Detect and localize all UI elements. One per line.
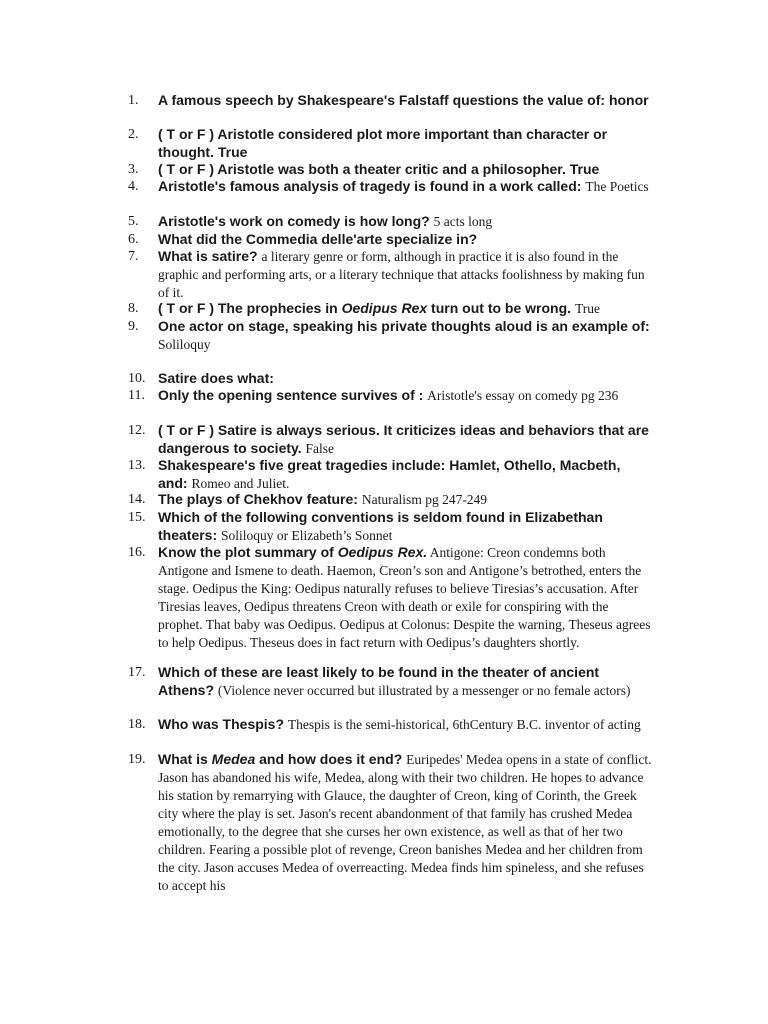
question-text: Oedipus Rex: [341, 300, 428, 316]
list-item-number: 14.: [128, 492, 146, 507]
list-item-text: [158, 318, 653, 354]
question-text: Which of the following conventions is seldom found in Elizabethan theaters:: [158, 509, 603, 543]
list-item-number: 17.: [128, 665, 146, 680]
answer-text: True: [574, 301, 600, 316]
list-item-number: 11.: [128, 388, 145, 403]
list-item-number: 10.: [128, 371, 146, 386]
list-item-number: 3.: [128, 162, 139, 177]
list-item-number: 2.: [128, 127, 139, 142]
list-item-number: 15.: [128, 510, 146, 525]
list-item-text: [158, 422, 653, 458]
question-text: Know the plot summary of: [158, 544, 338, 560]
list-item-text: [158, 161, 653, 179]
answer-text: The Poetics: [585, 179, 649, 194]
answer-text: Romeo and Juliet.: [191, 476, 290, 491]
question-text: Shakespeare's five great tragedies include: Hamlet, Othello, Macbeth, and:: [158, 457, 621, 491]
answer-text: Antigone: Creon condemns both Antigone and Ismene to death. Haemon, Creon’s son and Antigone’s betrothed, enters the stage. Oedipus the King: Oedipus naturally refuses to believe Tiresias’s accusation. After Tiresias leaves, Oedipus threatens Creon with death or exile for conspiring with the prophet. That baby was Oedipus. Oedipus at Colonus: Despite the warning, Theseus agrees to help Oedipus. Theseus does in fact return with Oedipus’s daughters shortly.: [158, 545, 651, 650]
question-text: ( T or F ) Aristotle was both a theater critic and a philosopher. True: [158, 161, 600, 177]
list-item-text: [158, 126, 653, 162]
answer-text: Soliloquy: [158, 337, 211, 352]
list-item-text: [158, 92, 653, 110]
answer-text: a literary genre or form, although in practice it is also found in the graphic and performing arts, or a literary technique that attacks foolishness by making fun of it.: [158, 249, 645, 300]
list-item-text: [158, 300, 653, 318]
list-item-number: 6.: [128, 232, 139, 247]
question-text: What is: [158, 751, 212, 767]
list-item-number: 12.: [128, 423, 146, 438]
question-text: Oedipus Rex.: [337, 544, 428, 560]
answer-text: False: [305, 441, 335, 456]
question-text: Aristotle's work on comedy is how long?: [158, 213, 434, 229]
list-item-text: [158, 751, 653, 895]
answer-text: Thespis is the semi-historical, 6thCentury B.C. inventor of acting: [287, 717, 641, 732]
list-item-text: [158, 544, 653, 652]
question-text: ( T or F ) Aristotle considered plot more important than character or thought. True: [158, 126, 608, 160]
list-item-number: 7.: [128, 249, 139, 264]
list-item-text: [158, 716, 653, 734]
list-item-number: 18.: [128, 717, 146, 732]
list-item-text: [158, 457, 653, 493]
list-item-number: 5.: [128, 214, 139, 229]
question-text: One actor on stage, speaking his private thoughts aloud is an example of:: [158, 318, 650, 334]
question-text: ( T or F ) The prophecies in: [158, 300, 342, 316]
question-text: A famous speech by Shakespeare's Falstaff questions the value of: honor: [158, 92, 649, 108]
answer-text: (Violence never occurred but illustrated by a messenger or no female actors): [217, 683, 631, 698]
question-text: Aristotle's famous analysis of tragedy is found in a work called:: [158, 178, 586, 194]
question-text: What did the Commedia delle'arte specialize in?: [158, 231, 478, 247]
list-item-number: 1.: [128, 93, 139, 108]
answer-text: Soliloquy or Elizabeth’s Sonnet: [221, 528, 393, 543]
question-text: The plays of Chekhov feature:: [158, 491, 362, 507]
list-item-text: [158, 178, 653, 196]
answer-text: Aristotle's essay on comedy pg 236: [427, 388, 619, 403]
question-text: Medea: [211, 751, 256, 767]
list-item-text: [158, 387, 653, 405]
answer-text: Naturalism pg 247-249: [361, 492, 488, 507]
list-item-text: [158, 509, 653, 545]
question-text: Which of these are least likely to be found in the theater of ancient Athens?: [158, 664, 600, 698]
list-item-number: 19.: [128, 752, 146, 767]
list-item-number: 4.: [128, 179, 139, 194]
question-text: Only the opening sentence survives of :: [158, 387, 428, 403]
answer-text: Euripedes' Medea opens in a state of conflict. Jason has abandoned his wife, Medea, along with their two children. He hopes to advance his station by remarrying with Glauce, the daughter of Creon, king of Corinth, the Greek city where the play is set. Jason's recent abandonment of that family has crushed Medea emotionally, to the degree that she curses her own existence, as well as that of her two children. Fearing a possible plot of revenge, Creon banishes Medea and her children from the city. Jason accuses Medea of overreacting. Medea finds him spineless, and she refuses to accept his: [158, 752, 652, 893]
question-text: Satire does what:: [158, 370, 274, 386]
list-item-text: [158, 213, 653, 231]
question-text: turn out to be wrong.: [427, 300, 575, 316]
list-item-number: 16.: [128, 545, 146, 560]
question-text: What is satire?: [158, 248, 262, 264]
question-text: Who was Thespis?: [158, 716, 288, 732]
list-item-number: 13.: [128, 458, 146, 473]
list-item-text: [158, 231, 653, 249]
list-item-number: 9.: [128, 319, 139, 334]
list-item-text: [158, 664, 653, 700]
list-item-text: [158, 370, 653, 388]
list-item-text: [158, 248, 653, 302]
answer-text: 5 acts long: [433, 214, 493, 229]
question-text: ( T or F ) Satire is always serious. It criticizes ideas and behaviors that are dangerous to society.: [158, 422, 649, 456]
question-text: and how does it end?: [255, 751, 407, 767]
list-item-number: 8.: [128, 301, 139, 316]
list-item-text: [158, 491, 653, 509]
